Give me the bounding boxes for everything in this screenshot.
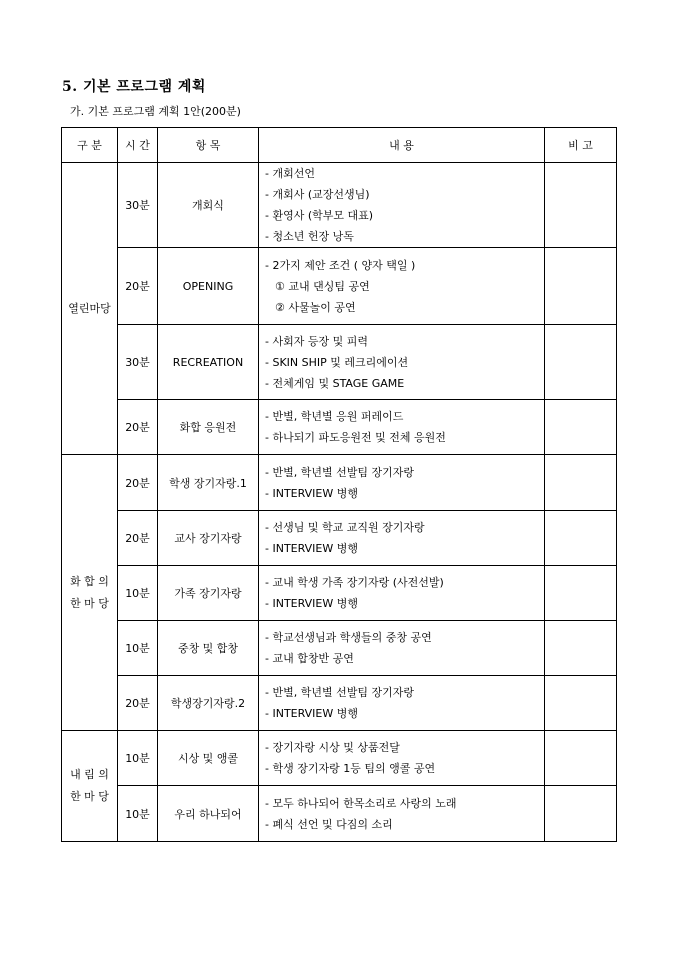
content-cell: - 선생님 및 학교 교직원 장기자랑 - INTERVIEW 병행	[259, 511, 545, 566]
content-cell: - 사회자 등장 및 피력 - SKIN SHIP 및 레크리에이션 - 전체게임 및 STAGE GAME	[259, 325, 545, 400]
item-cell: 시상 및 앵콜	[158, 731, 259, 786]
table-row	[62, 731, 617, 786]
time-cell: 20분	[118, 400, 158, 455]
content-cell: - 장기자랑 시상 및 상품전달 - 학생 장기자랑 1등 팀의 앵콜 공연	[259, 731, 545, 786]
time-cell: 10분	[118, 786, 158, 842]
program-plan-table	[61, 127, 617, 842]
section-label-closing: 내 림 의 한 마 당	[62, 731, 118, 842]
note-cell	[545, 511, 617, 566]
section-title: 5. 기본 프로그램 계획	[62, 79, 206, 95]
item-cell: 우리 하나되어	[158, 786, 259, 842]
item-cell: 화합 응원전	[158, 400, 259, 455]
time-cell: 30분	[118, 163, 158, 248]
item-cell: 개회식	[158, 163, 259, 248]
table-row	[62, 566, 617, 621]
content-cell: - 교내 학생 가족 장기자랑 (사전선발) - INTERVIEW 병행	[259, 566, 545, 621]
item-cell: 중창 및 합창	[158, 621, 259, 676]
time-cell: 20분	[118, 248, 158, 325]
time-cell: 10분	[118, 731, 158, 786]
table-row	[62, 325, 617, 400]
table-header-row	[62, 128, 617, 163]
table-row	[62, 511, 617, 566]
note-cell	[545, 325, 617, 400]
content-cell: - 반별, 학년별 선발팀 장기자랑 - INTERVIEW 병행	[259, 676, 545, 731]
note-cell	[545, 163, 617, 248]
content-cell: - 개회선언 - 개회사 (교장선생님) - 환영사 (학부모 대표) - 청소년 헌장 낭독	[259, 163, 545, 248]
time-cell: 20분	[118, 455, 158, 511]
note-cell	[545, 786, 617, 842]
section-label-harmony: 화 합 의 한 마 당	[62, 455, 118, 731]
note-cell	[545, 676, 617, 731]
table-row	[62, 455, 617, 511]
note-cell	[545, 400, 617, 455]
table-row	[62, 621, 617, 676]
time-cell: 10분	[118, 566, 158, 621]
table-row	[62, 786, 617, 842]
item-cell: 가족 장기자랑	[158, 566, 259, 621]
note-cell	[545, 621, 617, 676]
header-item: 항 목	[158, 128, 259, 163]
note-cell	[545, 248, 617, 325]
time-cell: 30분	[118, 325, 158, 400]
table-row	[62, 400, 617, 455]
item-cell: 교사 장기자랑	[158, 511, 259, 566]
content-cell: - 반별, 학년별 응원 퍼레이드 - 하나되기 파도응원전 및 전체 응원전	[259, 400, 545, 455]
item-cell: RECREATION	[158, 325, 259, 400]
time-cell: 10분	[118, 621, 158, 676]
table-row	[62, 163, 617, 248]
content-cell: - 모두 하나되어 한목소리로 사랑의 노래 - 폐식 선언 및 다짐의 소리	[259, 786, 545, 842]
item-cell: OPENING	[158, 248, 259, 325]
note-cell	[545, 455, 617, 511]
table-row	[62, 676, 617, 731]
item-cell: 학생장기자랑.2	[158, 676, 259, 731]
item-cell: 학생 장기자랑.1	[158, 455, 259, 511]
time-cell: 20분	[118, 676, 158, 731]
time-cell: 20분	[118, 511, 158, 566]
note-cell	[545, 731, 617, 786]
content-cell: - 반별, 학년별 선발팀 장기자랑 - INTERVIEW 병행	[259, 455, 545, 511]
content-cell: - 2가지 제안 조건 ( 양자 택일 ) ① 교내 댄싱팀 공연 ② 사물놀이 공연	[259, 248, 545, 325]
subsection-title: 가. 기본 프로그램 계획 1안(200분)	[70, 105, 241, 118]
content-cell: - 학교선생님과 학생들의 중창 공연 - 교내 합창반 공연	[259, 621, 545, 676]
header-note: 비 고	[545, 128, 617, 163]
section-label-open: 열린마당	[62, 163, 118, 455]
header-content: 내 용	[259, 128, 545, 163]
note-cell	[545, 566, 617, 621]
header-time: 시 간	[118, 128, 158, 163]
table-row	[62, 248, 617, 325]
header-category: 구 분	[62, 128, 118, 163]
